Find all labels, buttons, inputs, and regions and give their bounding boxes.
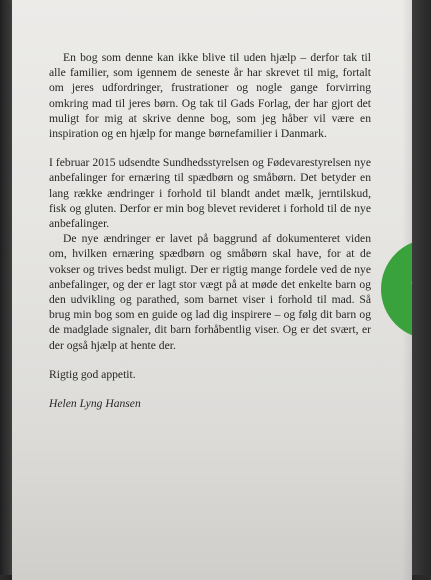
paragraph-gap [49, 141, 371, 155]
closing-line: Rigtig god appetit. [49, 367, 136, 381]
page-text [49, 50, 371, 411]
author-signature: Helen Lyng Hansen [49, 397, 141, 411]
acknowledgement-paragraph: En bog som denne kan ikke blive til uden hjælp – derfor tak til alle familier, som igennem de seneste år har skrevet til mig, fortalt om jeres udfordringer, frustrationer og nogle gange forvirring omkring mad til jeres børn. Og tak til Gads Forlag, der har gjort det muligt for mig at skrive denne bog, som jeg håber vil være en inspiration og en hjælp for mange børnefamilier i Danmark. [49, 51, 371, 141]
paragraph-gap [49, 382, 371, 396]
book-page [12, 0, 412, 580]
revision-paragraph: I februar 2015 udsendte Sundhedsstyrelsen og Fødevarestyrelsen nye anbefalinger for ernæring til spædbørn og småbørn. Det betyder en lang række ændringer i forhold til blandt andet mælk, jerntilskud, fisk og gluten. Derfor er min bog blevet revideret i forhold til de nye anbefalinger. [49, 156, 371, 231]
paragraph-gap [49, 353, 371, 367]
right-shadow [412, 0, 431, 575]
changes-paragraph: De nye ændringer er lavet på baggrund af dokumenteret viden om, hvilken ernæring spædbørn og småbørn skal have, for at de vokser og trives bedst muligt. Der er rigtig mange fordele ved de nye anbefalinger, og der er lagt stor vægt på at møde det enkelte barn og den udvikling og parathed, som barnet viser i forhold til mad. Så brug min bog som en guide og lad dig inspirere – og følg dit barn og de madglade signaler, dit barn forhåbentlig viser. Og er det svært, er der også hjælp at hente der. [49, 232, 371, 352]
